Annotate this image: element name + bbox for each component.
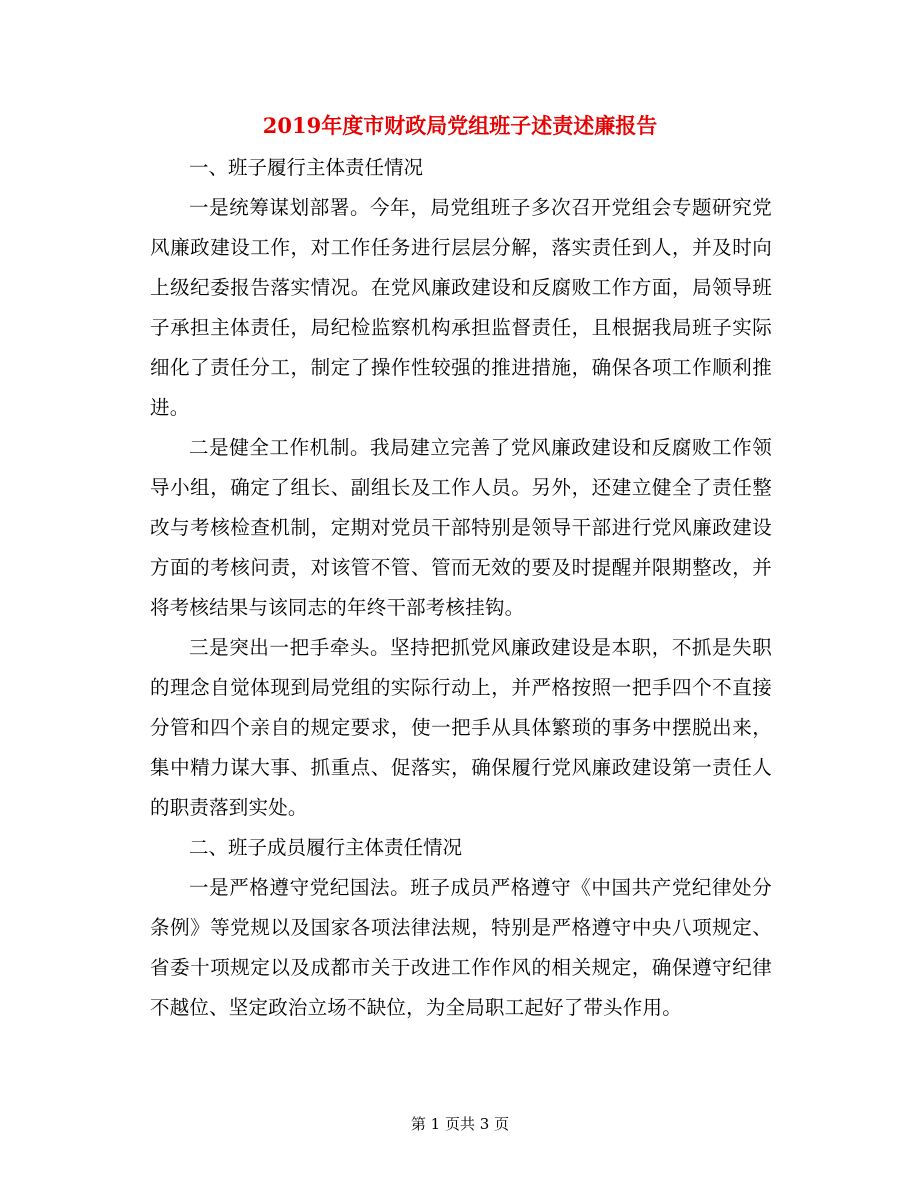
document-body [150,148,772,1028]
document-title: 2019年度市财政局党组班子述责述廉报告 [262,113,658,138]
section-heading-2: 二、班子成员履行主体责任情况 [189,836,463,859]
section-heading-1: 一、班子履行主体责任情况 [189,156,424,179]
paragraph: 三是突出一把手牵头。坚持把抓党风廉政建设是本职，不抓是失职的理念自觉体现到局党组的实际行动上，并严格按照一把手四个不直接分管和四个亲自的规定要求，使一把手从具体繁琐的事务中摆脱出来，集中精力谋大事、抓重点、促落实，确保履行党风廉政建设第一责任人的职责落到实处。 [150,636,772,819]
paragraph: 二是健全工作机制。我局建立完善了党风廉政建设和反腐败工作领导小组，确定了组长、副组长及工作人员。另外，还建立健全了责任整改与考核检查机制，定期对党员干部特别是领导干部进行党风廉政建设方面的考核问责，对该管不管、管而无效的要及时提醒并限期整改，并将考核结果与该同志的年终干部考核挂钩。 [150,436,772,619]
paragraph: 一是严格遵守党纪国法。班子成员严格遵守《中国共产党纪律处分条例》等党规以及国家各项法律法规，特别是严格遵守中央八项规定、省委十项规定以及成都市关于改进工作作风的相关规定，确保遵守纪律不越位、坚定政治立场不缺位，为全局职工起好了带头作用。 [150,876,772,1019]
page-footer [0,1112,920,1136]
paragraph: 一是统筹谋划部署。今年，局党组班子多次召开党组会专题研究党风廉政建设工作，对工作任务进行层层分解，落实责任到人，并及时向上级纪委报告落实情况。在党风廉政建设和反腐败工作方面，局领导班子承担主体责任，局纪检监察机构承担监督责任，且根据我局班子实际细化了责任分工，制定了操作性较强的推进措施，确保各项工作顺利推进。 [150,196,772,419]
page-number: 第 1 页共 3 页 [410,1115,510,1133]
